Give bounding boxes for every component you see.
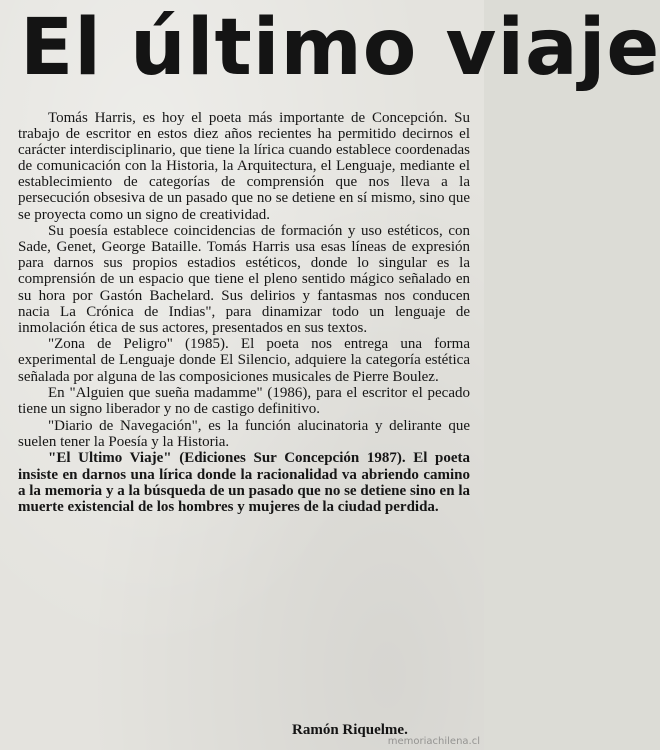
- paragraph-intro: Tomás Harris, es hoy el poeta más importante de Concepción. Su trabajo de escritor en estos diez años recientes ha permitido decirnos el carácter interdisciplinario, que tiene la lírica cuando establece coordenadas de comunicación con la Historia, la Arquitectura, el Lenguaje, mediante el establecimiento de categorías de comprensión que nos lleva a la persecución obsesiva de un pasado que no se detiene en sí mismo, sino que se proyecta como un signo de creatividad.: [18, 110, 470, 223]
- paragraph-diario-de-navegacion: "Diario de Navegación", es la función alucinatoria y delirante que suelen tener la Poesía y la Historia.: [18, 417, 470, 450]
- paragraph-alguien-que-suena: En "Alguien que sueña madamme" (1986), para el escritor el pecado tiene un signo liberador y no de castigo definitivo.: [18, 385, 470, 418]
- author-signature: Ramón Riquelme.: [292, 722, 408, 738]
- paragraph-influences: Su poesía establece coincidencias de formación y uso estéticos, con Sade, Genet, George Bataille. Tomás Harris usa esas líneas de expresión para darnos sus propios estadios estéticos, donde lo singular es la comprensión de un espacio que tiene el pleno sentido mágico señalado en su hora por Gastón Bachelard. Sus delirios y fantasmas nos conducen nacia La Crónica de Indias", para dinamizar todo un lenguaje de inmolación ética de sus actores, presentados en sus textos.: [18, 223, 470, 336]
- headline: El último viaje: [20, 3, 660, 93]
- source-watermark: memoriachilena.cl: [387, 736, 480, 747]
- article-body: [18, 110, 470, 515]
- paragraph-el-ultimo-viaje: "El Ultimo Viaje" (Ediciones Sur Concepción 1987). El poeta insiste en darnos una lírica donde la racionalidad va abriendo camino a la memoria y a la búsqueda de un pasado que no se detiene sino en la muerte existencial de los hombres y mujeres de la ciudad perdida.: [18, 450, 470, 515]
- paragraph-zona-de-peligro: "Zona de Peligro" (1985). El poeta nos entrega una forma experimental de Lenguaje donde El Silencio, adquiere la categoría estética señalada por alguna de las composiciones musicales de Pierre Boulez.: [18, 336, 470, 385]
